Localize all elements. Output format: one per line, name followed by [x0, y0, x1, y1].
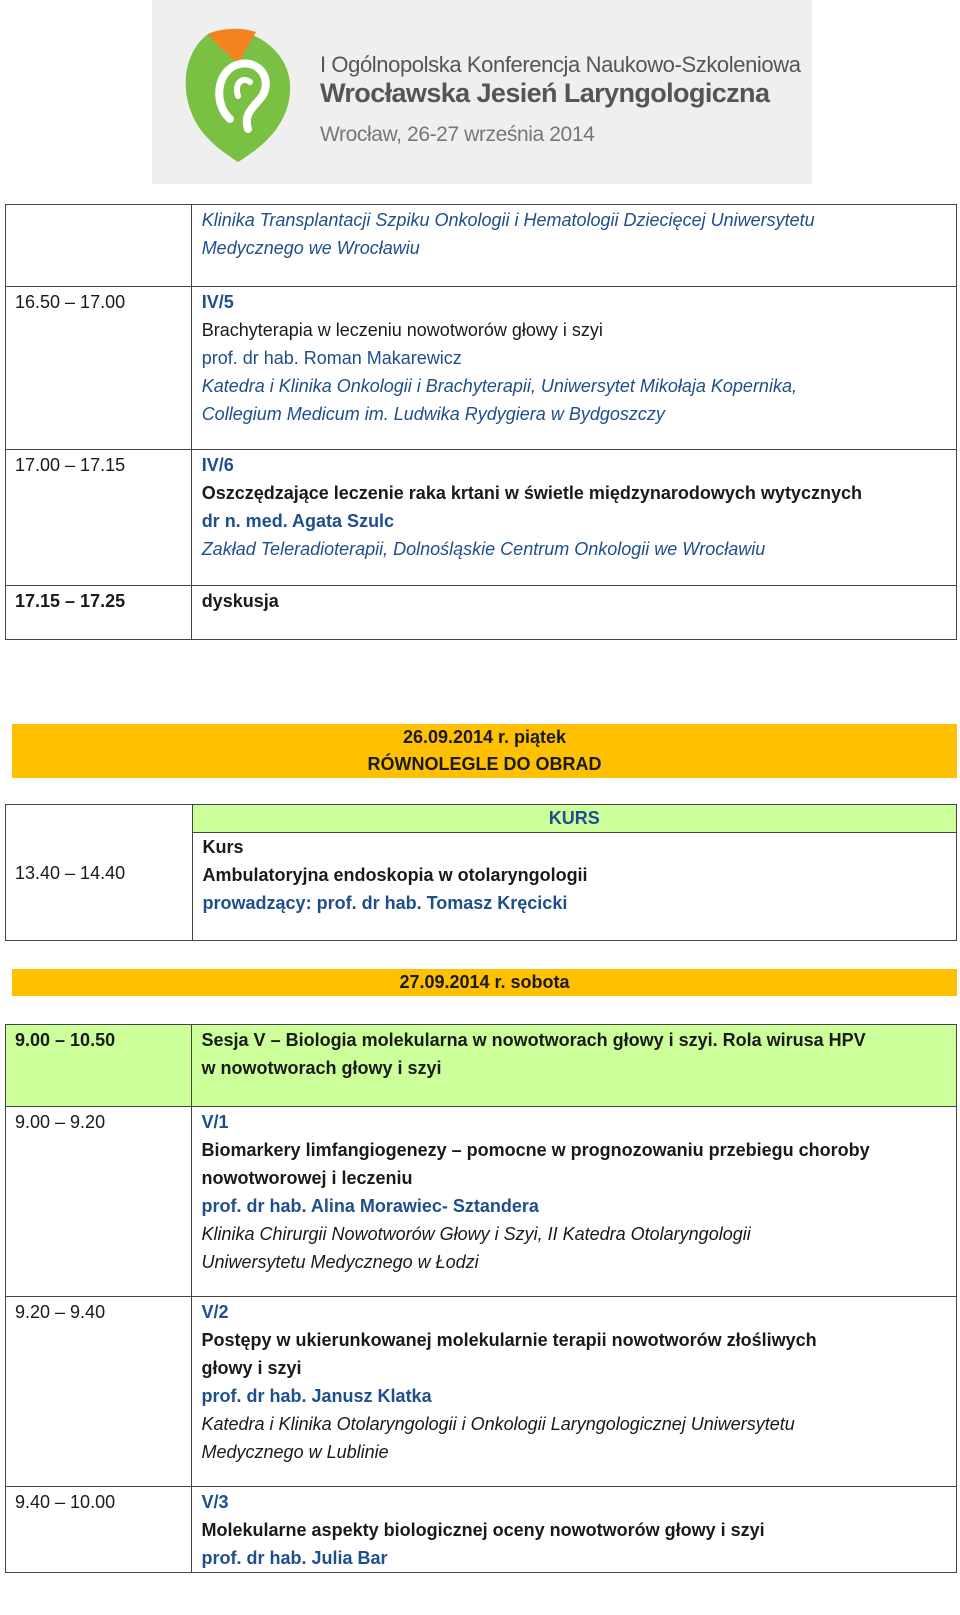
table-row [6, 586, 957, 640]
affiliation-line: Collegium Medicum im. Ludwika Rydygiera w Bydgoszczy [201, 404, 665, 424]
table-row [6, 1487, 957, 1573]
affiliation-line: Klinika Transplantacji Szpiku Onkologii i Hematologii Dziecięcej Uniwersytetu [201, 210, 815, 230]
discussion-label: dyskusja [201, 591, 279, 611]
talk-title-line: Postępy w ukierunkowanej molekularnie terapii nowotworów złośliwych [201, 1330, 817, 1350]
table-row [6, 450, 957, 586]
speaker-name: Janusz Klatka [311, 1386, 432, 1406]
speaker-name: Tomasz Kręcicki [426, 893, 568, 913]
talk-title: Oszczędzające leczenie raka krtani w świetle międzynarodowych wytycznych [201, 483, 862, 503]
talk-title-line: głowy i szyi [201, 1358, 302, 1378]
speaker-name: Agata Szulc [292, 511, 395, 531]
speaker-degree: dr n. med. [201, 511, 288, 531]
talk-time: 9.00 – 9.20 [15, 1112, 106, 1132]
content-cell [191, 1107, 956, 1297]
talk-title: Molekularne aspekty biologicznej oceny nowotworów głowy i szyi [201, 1520, 765, 1540]
time-cell [6, 805, 193, 941]
affiliation-line: Uniwersytetu Medycznego w Łodzi [201, 1252, 479, 1272]
speaker-degree: prof. dr hab. [201, 1548, 307, 1568]
banner-conference-name: Wrocławska Jesień Laryngologiczna [320, 78, 770, 108]
affiliation-line: Katedra i Klinika Otolaryngologii i Onkologii Laryngologicznej Uniwersytetu [201, 1414, 795, 1434]
talk-code: V/2 [201, 1302, 229, 1322]
time-cell [6, 205, 192, 287]
content-cell [191, 1025, 956, 1107]
time-cell [6, 1297, 192, 1487]
content-cell [191, 586, 956, 640]
talk-code: V/3 [201, 1492, 229, 1512]
content-cell [191, 205, 956, 287]
talk-title: Brachyterapia w leczeniu nowotworów głowy i szyi [201, 320, 603, 340]
day-subtitle: RÓWNOLEGLE DO OBRAD [367, 754, 602, 774]
day-date: 27.09.2014 r. sobota [399, 972, 570, 992]
time-cell [6, 287, 192, 450]
program-table-session-iv [5, 204, 957, 640]
time-cell [6, 1107, 192, 1297]
day-header-friday [12, 724, 957, 778]
speaker-degree: prof. dr hab. [201, 1386, 307, 1406]
program-table-kurs [5, 804, 957, 941]
speaker-degree: prof. dr hab. [316, 893, 422, 913]
banner-conference-date: Wrocław, 26-27 września 2014 [320, 123, 595, 146]
talk-title-line: nowotworowej i leczeniu [201, 1168, 413, 1188]
time-cell [6, 586, 192, 640]
talk-time: 17.00 – 17.15 [15, 455, 126, 475]
time-cell [6, 1487, 192, 1573]
time-cell [6, 1025, 192, 1107]
table-row [6, 805, 957, 941]
affiliation-line: Katedra i Klinika Onkologii i Brachyterapii, Uniwersytet Mikołaja Kopernika, [201, 376, 797, 396]
content-cell [191, 1297, 956, 1487]
session-header-row [6, 1025, 957, 1107]
kurs-time: 13.40 – 14.40 [15, 862, 126, 883]
speaker-name: Roman Makarewicz [303, 348, 462, 368]
kurs-header: KURS [548, 808, 600, 828]
talk-time: 9.40 – 10.00 [15, 1492, 116, 1512]
content-cell [191, 287, 956, 450]
table-row [6, 205, 957, 287]
table-row [6, 1107, 957, 1297]
speaker-degree: prof. dr hab. [201, 1196, 307, 1216]
affiliation-line: Medycznego w Lublinie [201, 1442, 389, 1462]
table-row [6, 287, 957, 450]
conference-banner [152, 0, 812, 184]
talk-title-line: Biomarkery limfangiogenezy – pomocne w prognozowaniu przebiegu choroby [201, 1140, 870, 1160]
speaker-name: Julia Bar [311, 1548, 388, 1568]
conference-logo-ear-icon [178, 24, 298, 164]
kurs-title: Ambulatoryjna endoskopia w otolaryngologii [202, 865, 588, 885]
banner-conference-type: I Ogólnopolska Konferencja Naukowo-Szkoleniowa [320, 52, 801, 77]
time-cell [6, 450, 192, 586]
talk-time: 16.50 – 17.00 [15, 292, 126, 312]
talk-code: IV/5 [201, 292, 234, 312]
talk-code: V/1 [201, 1112, 229, 1132]
day-header-saturday [12, 969, 957, 996]
kurs-label: Kurs [202, 837, 244, 857]
day-date: 26.09.2014 r. piątek [402, 727, 567, 747]
speaker-name: Alina Morawiec- Sztandera [310, 1196, 539, 1216]
program-table-session-v [5, 1024, 957, 1573]
talk-code: IV/6 [201, 455, 234, 475]
kurs-lead-label: prowadzący: [202, 893, 312, 913]
affiliation-line: Medycznego we Wrocławiu [201, 238, 420, 258]
affiliation-line: Zakład Teleradioterapii, Dolnośląskie Centrum Onkologii we Wrocławiu [201, 539, 766, 559]
affiliation-line: Klinika Chirurgii Nowotworów Głowy i Szyi, II Katedra Otolaryngologii [201, 1224, 751, 1244]
speaker-degree: prof. dr hab. [201, 348, 299, 368]
talk-time: 9.20 – 9.40 [15, 1302, 106, 1322]
content-cell [192, 805, 956, 941]
session-title-line: Sesja V – Biologia molekularna w nowotworach głowy i szyi. Rola wirusa HPV [201, 1030, 866, 1050]
content-cell [191, 450, 956, 586]
session-title-line: w nowotworach głowy i szyi [201, 1058, 442, 1078]
session-time: 9.00 – 10.50 [15, 1030, 116, 1050]
table-row [6, 1297, 957, 1487]
content-cell [191, 1487, 956, 1573]
talk-time: 17.15 – 17.25 [15, 591, 126, 611]
